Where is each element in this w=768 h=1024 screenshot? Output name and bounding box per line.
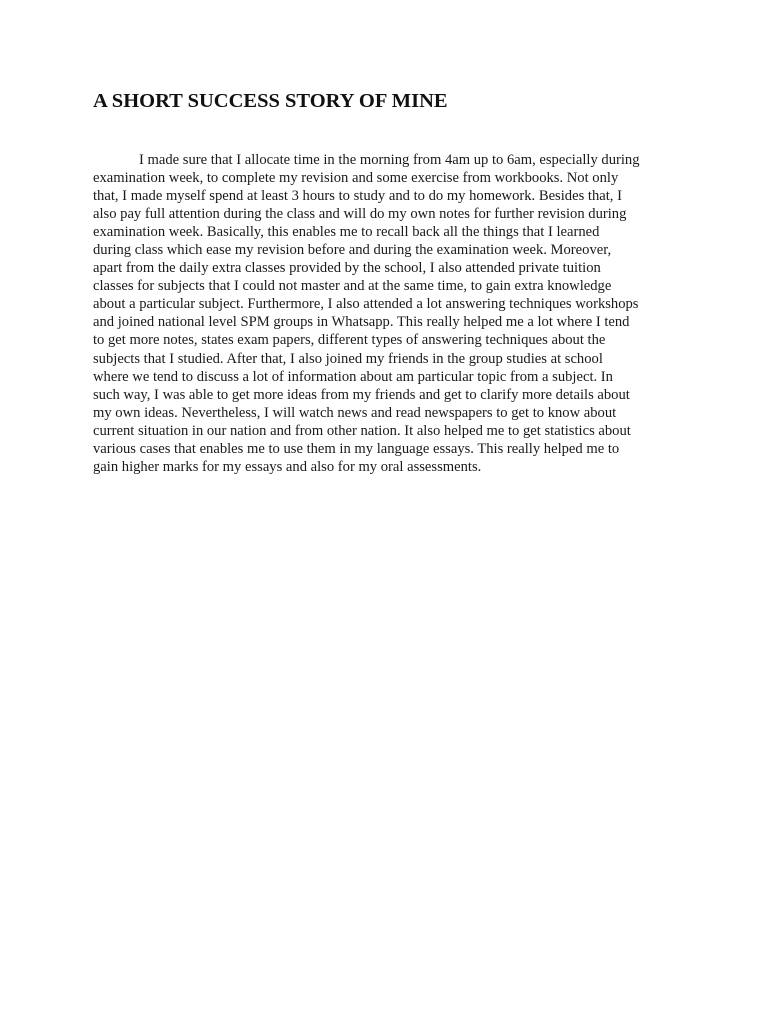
paragraph-line: I made sure that I allocate time in the morning from 4am up to 6am, especially during: [139, 152, 640, 168]
paragraph-line: and joined national level SPM groups in Whatsapp. This really helped me a lot where I tend: [93, 314, 630, 331]
paragraph-line: also pay full attention during the class and will do my own notes for further revision during: [93, 206, 627, 223]
paragraph-line: classes for subjects that I could not master and at the same time, to gain extra knowledge: [93, 278, 612, 295]
paragraph-line: current situation in our nation and from other nation. It also helped me to get statistics about: [93, 422, 631, 439]
paragraph-line: examination week, to complete my revision and some exercise from workbooks. Not only: [93, 170, 619, 187]
paragraph-line: my own ideas. Nevertheless, I will watch news and read newspapers to get to know about: [93, 404, 617, 421]
paragraph-line: during class which ease my revision before and during the examination week. Moreover,: [93, 242, 612, 259]
paragraph-line: to get more notes, states exam papers, different types of answering techniques about the: [93, 332, 606, 349]
paragraph-line: examination week. Basically, this enables me to recall back all the things that I learned: [93, 224, 600, 241]
paragraph-line: subjects that I studied. After that, I also joined my friends in the group studies at school: [93, 350, 603, 367]
paragraph-line: various cases that enables me to use them in my language essays. This really helped me to: [93, 440, 620, 457]
document-paragraph: [93, 151, 683, 476]
paragraph-line: about a particular subject. Furthermore, I also attended a lot answering techniques workshops: [93, 296, 639, 313]
paragraph-line: gain higher marks for my essays and also for my oral assessments.: [93, 458, 482, 475]
paragraph-line: apart from the daily extra classes provided by the school, I also attended private tuition: [93, 260, 601, 277]
paragraph-line: that, I made myself spend at least 3 hours to study and to do my homework. Besides that, I: [93, 188, 622, 205]
document-title: A SHORT SUCCESS STORY OF MINE: [93, 90, 448, 112]
paragraph-line: where we tend to discuss a lot of information about am particular topic from a subject. In: [93, 368, 613, 385]
paragraph-line: such way, I was able to get more ideas from my friends and get to clarify more details about: [93, 386, 630, 403]
